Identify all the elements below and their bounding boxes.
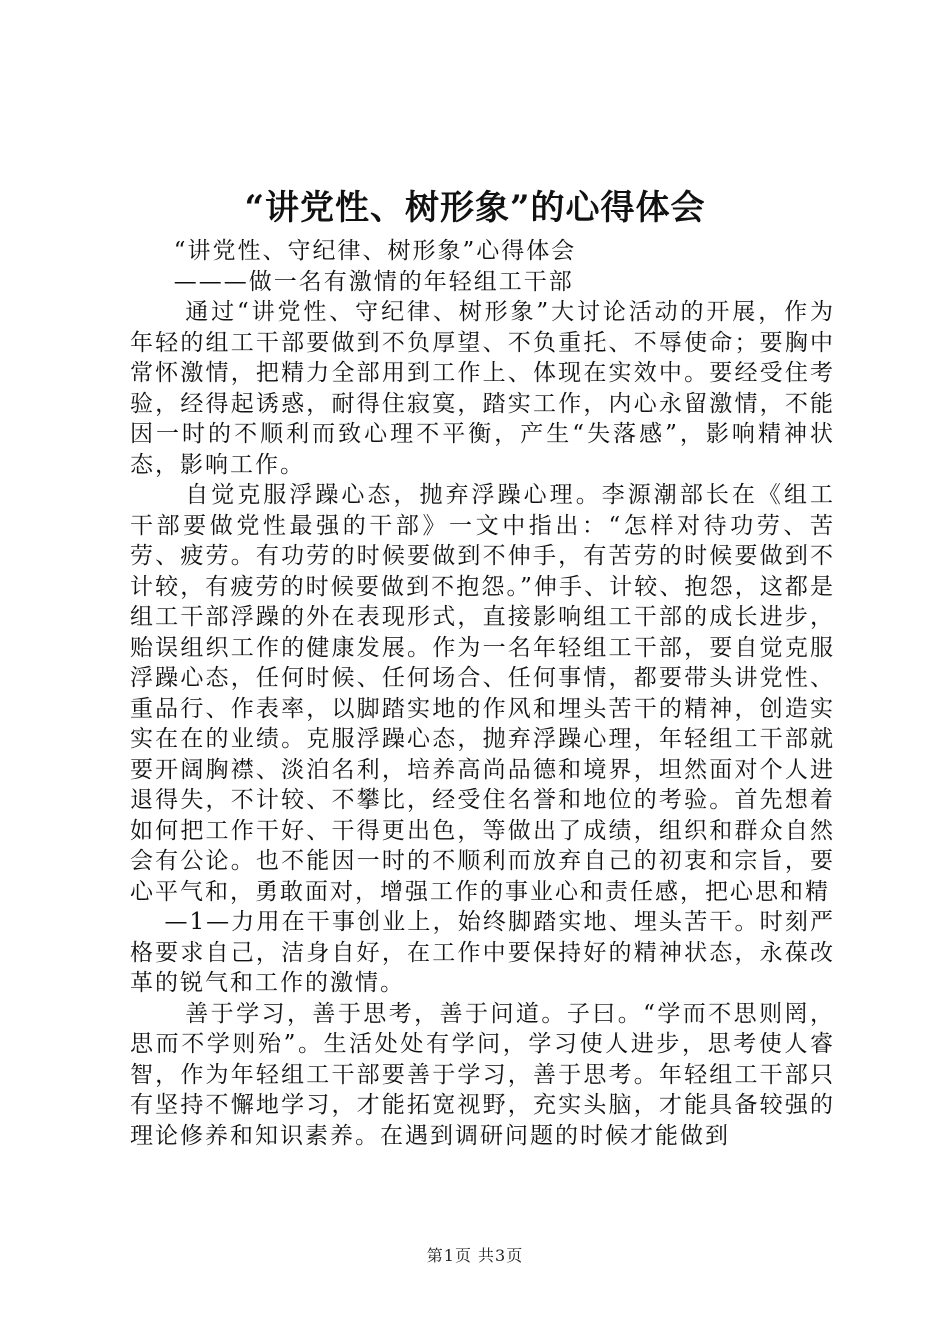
paragraph: 自觉克服浮躁心态，抛弃浮躁心理。李源潮部长在《组工干部要做党性最强的干部》一文中指出：“怎样对待功劳、苦劳、疲劳。有功劳的时候要做到不伸手，有苦劳的时候要做到不计较，有疲劳的时候要做到不抱怨。”伸手、计较、抱怨，这都是组工干部浮躁的外在表现形式，直接影响组工干部的成长进步，贻误组织工作的健康发展。作为一名年轻组工干部，要自觉克服浮躁心态，任何时候、任何场合、任何事情，都要带头讲党性、重品行、作表率，以脚踏实地的作风和埋头苦干的精神，创造实实在在的业绩。克服浮躁心态，抛弃浮躁心理，年轻组工干部就要开阔胸襟、淡泊名利，培养高尚品德和境界，坦然面对个人进退得失，不计较、不攀比，经受住名誉和地位的考验。首先想着如何把工作干好、干得更出色，等做出了成绩，组织和群众自然会有公论。也不能因一时的不顺利而放弃自己的初衷和宗旨，要心平气和，勇敢面对，增强工作的事业心和责任感，把心思和精 bbox=[130, 482, 835, 905]
subtitle-line-2: ———做一名有激情的年轻组工干部 bbox=[173, 268, 574, 295]
document-title: “讲党性、树形象”的心得体会 bbox=[244, 188, 706, 228]
page-number-footer: 第1页 共3页 bbox=[426, 1246, 524, 1265]
paragraph: —1—力用在干事创业上，始终脚踏实地、埋头苦干。时刻严格要求自己，洁身自好，在工作中要保持好的精神状态，永葆改革的锐气和工作的激情。 bbox=[130, 909, 835, 996]
paragraph: 通过“讲党性、守纪律、树形象”大讨论活动的开展，作为年轻的组工干部要做到不负厚望、不负重托、不辱使命；要胸中常怀激情，把精力全部用到工作上、体现在实效中。要经受住考验，经得起诱惑，耐得住寂寞，踏实工作，内心永留激情，不能因一时的不顺利而致心理不平衡，产生“失落感”，影响精神状态，影响工作。 bbox=[130, 299, 835, 478]
subtitle-line-1: “讲党性、守纪律、树形象”心得体会 bbox=[173, 238, 577, 264]
document-body bbox=[130, 236, 835, 1151]
paragraph: 善于学习，善于思考，善于问道。子曰。“学而不思则罔，思而不学则殆”。生活处处有学问，学习使人进步，思考使人睿智，作为年轻组工干部要善于学习，善于思考。年轻组工干部只有坚持不懈地学习，才能拓宽视野，充实头脑，才能具备较强的理论修养和知识素养。在遇到调研问题的时候才能做到 bbox=[130, 1000, 835, 1149]
